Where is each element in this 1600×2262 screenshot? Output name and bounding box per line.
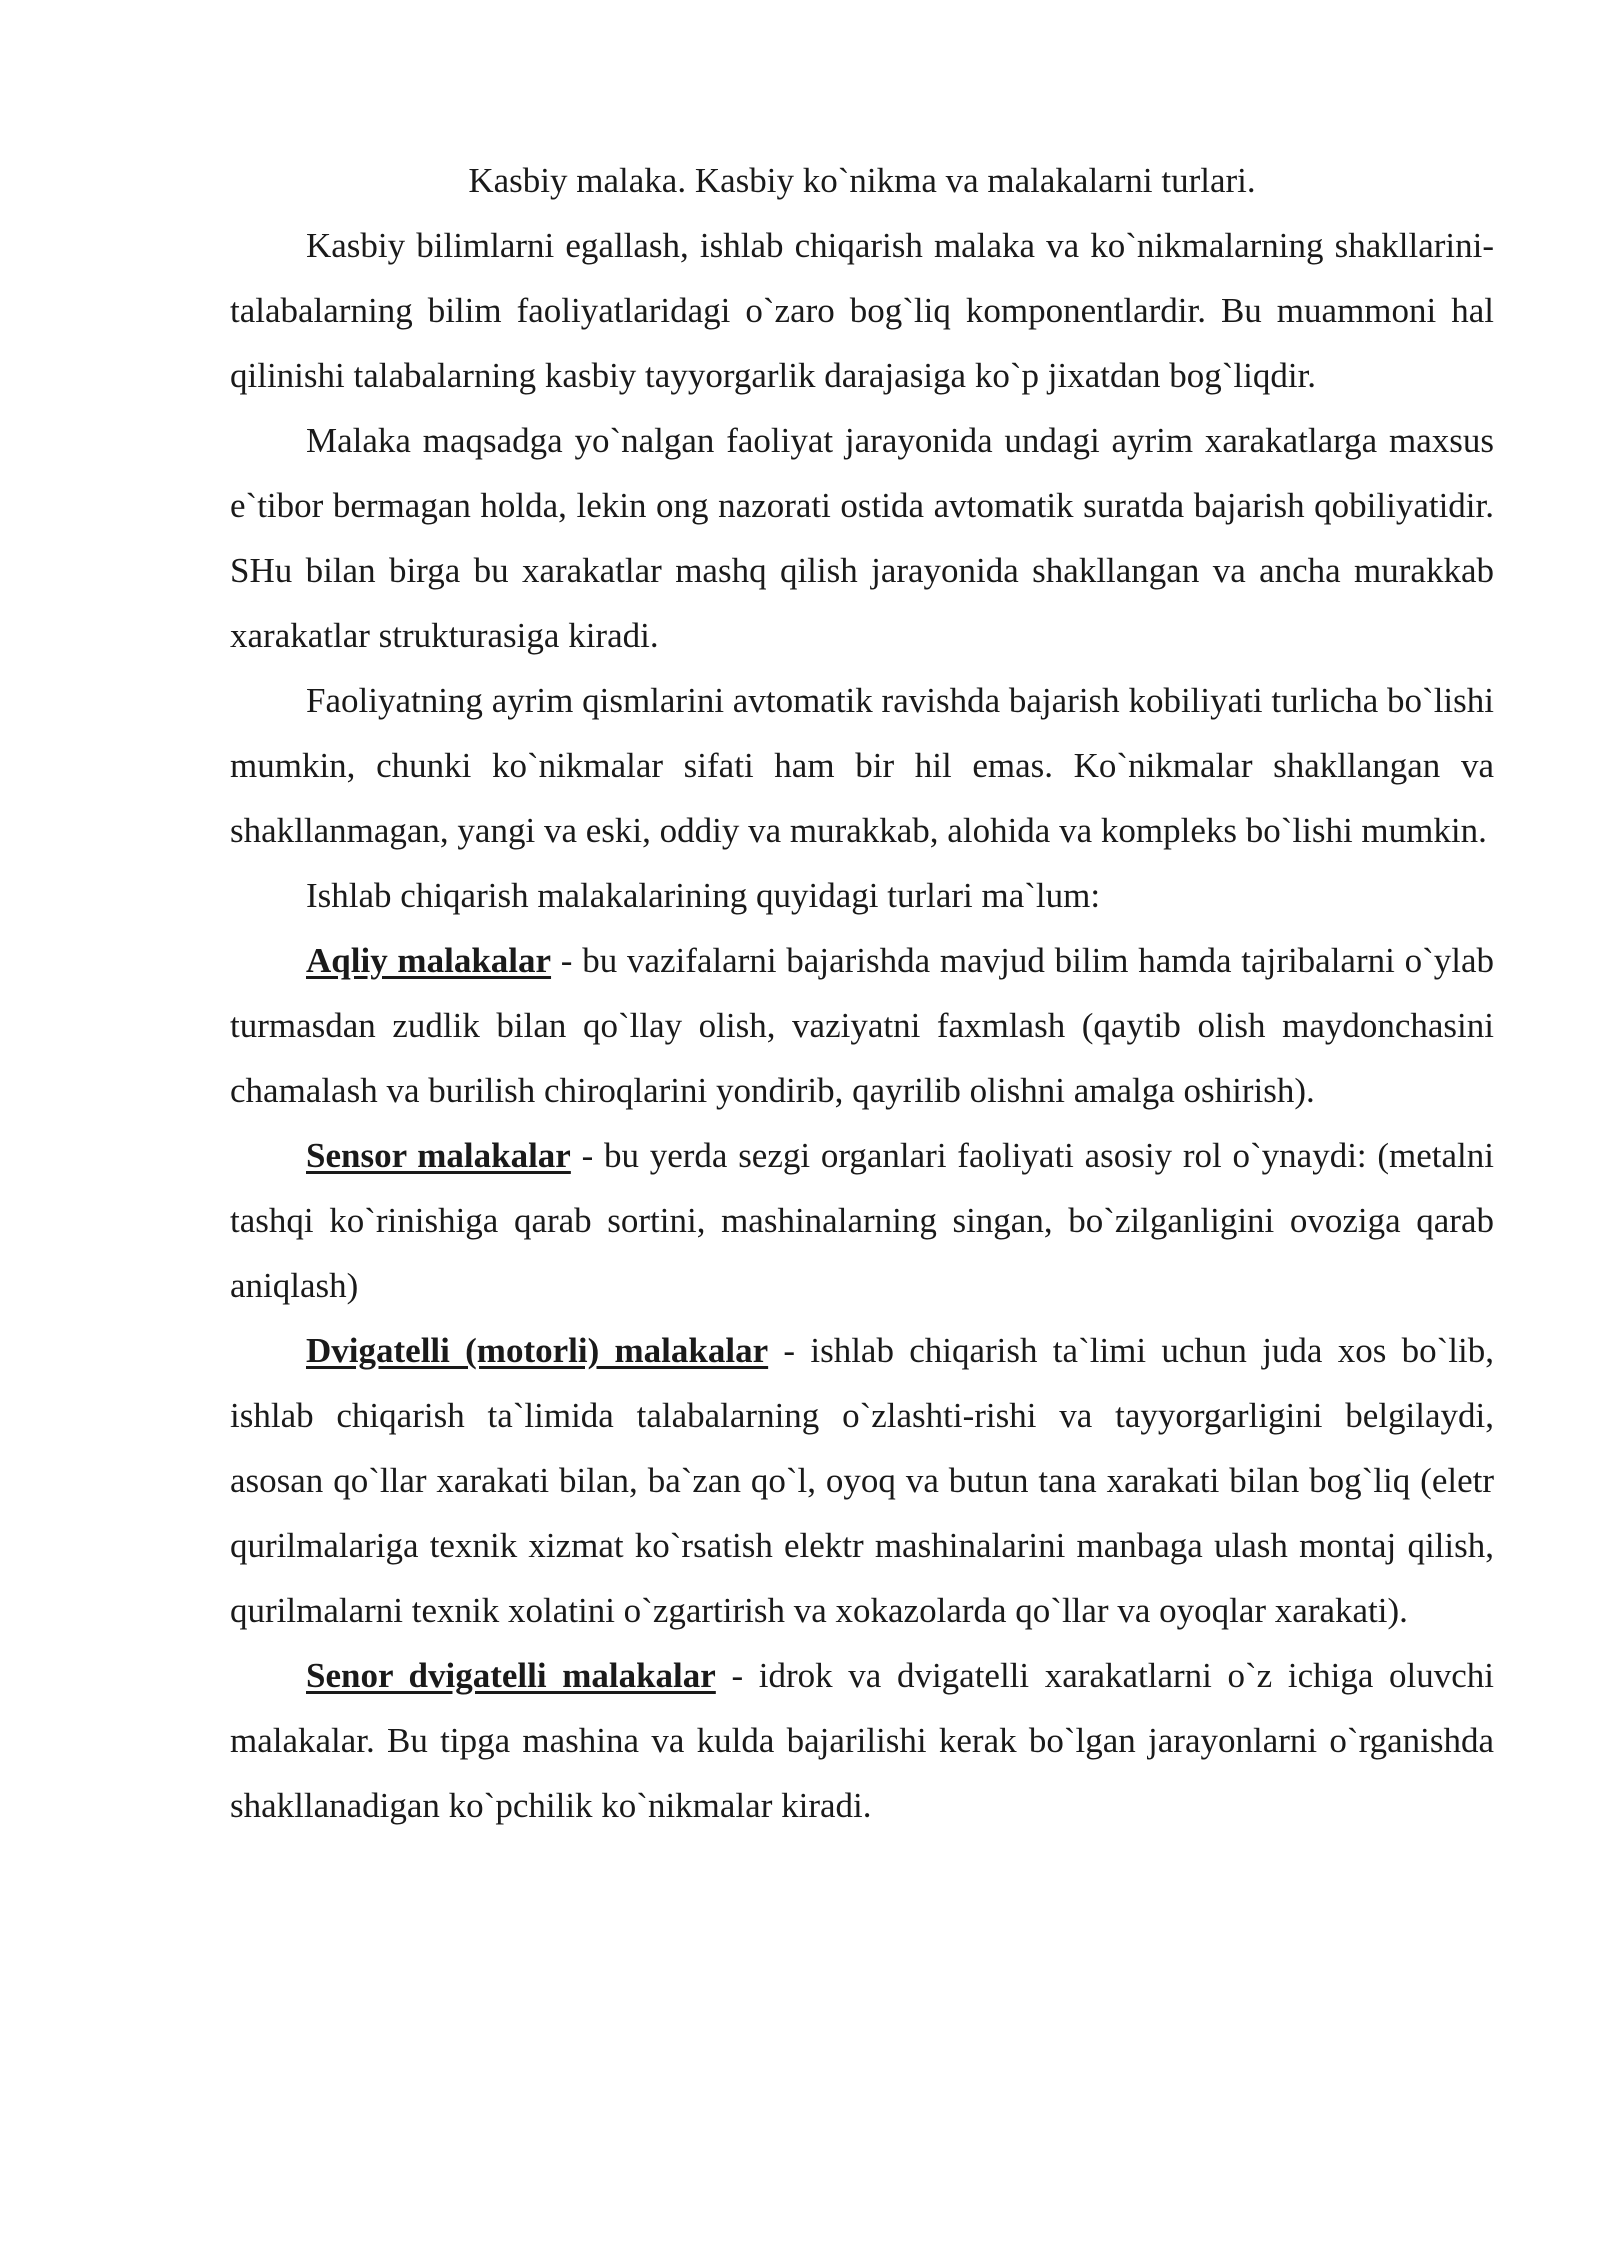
page-title: Kasbiy malaka. Kasbiy ko`nikma va malakalarni turlari. xyxy=(468,161,1256,200)
definition-text: - bu vazifalarni bajarishda mavjud bilim hamda tajribalarni o`ylab turmasdan zudlik bilan qo`llay olish, vaziyatni faxmlash (qaytib olish maydonchasini chamalash va burilish chiroqlarini yondirib, qayrilib olishni amalga oshirish). xyxy=(230,941,1494,1110)
definition-senor-dvigatelli xyxy=(230,1643,1494,1838)
paragraph-skill-varieties: Faoliyatning ayrim qismlarini avtomatik ravishda bajarish kobiliyati turlicha bo`lishi mumkin, chunki ko`nikmalar sifati ham bir hil emas. Ko`nikmalar shakllangan va shakllanmagan, yangi va eski, oddiy va murakkab, alohida va kompleks bo`lishi mumkin. xyxy=(230,681,1494,850)
definition-text: - bu yerda sezgi organlari faoliyati asosiy rol o`ynaydi: (metalni tashqi ko`rinishiga qarab sortini, mashinalarning singan, bo`zilganligini ovoziga qarab aniqlash) xyxy=(230,1136,1495,1305)
paragraph-intro: Kasbiy bilimlarni egallash, ishlab chiqarish malaka va ko`nikmalarning shakllarini- talabalarning bilim faoliyatlaridagi o`zaro bog`liq komponentlardir. Bu muammoni hal qilinishi talabalarning kasbiy tayyorgarlik darajasiga ko`p jixatdan bog`liqdir. xyxy=(230,226,1494,395)
definition-dvigatelli xyxy=(230,1318,1494,1643)
definition-term: Senor dvigatelli malakalar xyxy=(306,1656,716,1695)
definition-sensor xyxy=(230,1123,1494,1318)
definition-text: - ishlab chiqarish ta`limi uchun juda xos bo`lib, ishlab chiqarish ta`limida talabalarning o`zlashti-rishi va tayyorgarligini belgilaydi, asosan qo`llar xarakati bilan, ba`zan qo`l, oyoq va butun tana xarakati bilan bog`liq (eletr qurilmalariga texnik xizmat ko`rsatish elektr mashinalarini manbaga ulash montaj qilish, qurilmalarni texnik xolatini o`zgartirish va xokazolarda qo`llar va oyoqlar xarakati). xyxy=(230,1331,1494,1630)
paragraph-types-intro: Ishlab chiqarish malakalarining quyidagi turlari ma`lum: xyxy=(306,876,1101,915)
definition-term: Aqliy malakalar xyxy=(306,941,552,980)
definition-aqliy xyxy=(230,928,1494,1123)
definition-term: Sensor malakalar xyxy=(306,1136,571,1175)
paragraph-malaka-definition: Malaka maqsadga yo`nalgan faoliyat jarayonida undagi ayrim xarakatlarga maxsus e`tibor bermagan holda, lekin ong nazorati ostida avtomatik suratda bajarish qobiliyatidir. SHu bilan birga bu xarakatlar mashq qilish jarayonida shakllangan va ancha murakkab xarakatlar strukturasiga kiradi. xyxy=(230,421,1494,655)
definition-term: Dvigatelli (motorli) malakalar xyxy=(306,1331,769,1370)
definition-text: - idrok va dvigatelli xarakatlarni o`z ichiga oluvchi malakalar. Bu tipga mashina va kulda bajarilishi kerak bo`lgan jarayonlarni o`rganishda shakllanadigan ko`pchilik ko`nikmalar kiradi. xyxy=(230,1656,1494,1825)
document-body xyxy=(230,148,1494,1838)
